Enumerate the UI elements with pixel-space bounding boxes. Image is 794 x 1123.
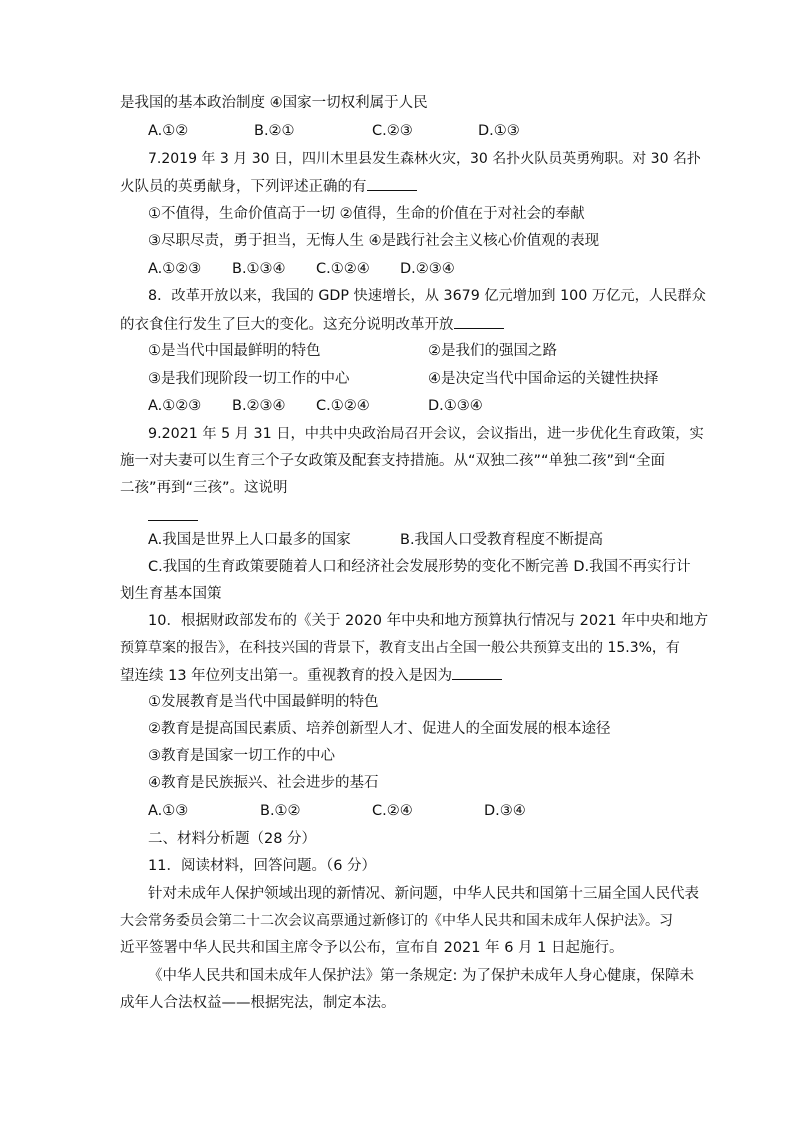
text-line: 近平签署中华人民共和国主席令予以公布，宣布自 2021 年 6 月 1 日起施行。 xyxy=(120,940,624,956)
statement: ④教育是民族振兴、社会进步的基石 xyxy=(148,775,379,791)
option-c: C.②④ xyxy=(372,803,413,819)
text-line xyxy=(148,506,708,527)
option-b: B.我国人口受教育程度不断提高 xyxy=(400,532,604,548)
q10-options xyxy=(148,801,688,821)
option-c: C.②③ xyxy=(372,123,413,139)
q8-options xyxy=(148,396,688,416)
statement: ③是我们现阶段一切工作的中心 xyxy=(148,371,350,387)
option-b: B.②③④ xyxy=(232,398,286,414)
answer-blank xyxy=(367,176,417,191)
text-line: 是我国的基本政治制度 ④国家一切权利属于人民 xyxy=(120,95,428,111)
option-a: A.我国是世界上人口最多的国家 xyxy=(148,532,351,548)
material-paragraph: 《中华人民共和国未成年人保护法》第一条规定: 为了保护未成年人身心健康，保障未 xyxy=(148,968,694,984)
answer-blank xyxy=(452,665,502,680)
option-d: D.①③④ xyxy=(428,398,483,414)
text-line: 火队员的英勇献身，下列评述正确的有 xyxy=(120,176,680,197)
text-line: 划生育基本国策 xyxy=(120,586,222,602)
option-a: A.①② xyxy=(148,123,189,139)
text-line: 施一对夫妻可以生育三个子女政策及配套支持措施。从“双独二孩”“单独二孩”到“全面 xyxy=(120,453,666,469)
q7-options xyxy=(148,259,688,279)
statement: ③尽职尽责，勇于担当，无悔人生 ④是践行社会主义核心价值观的表现 xyxy=(148,233,600,249)
q9-options-ab xyxy=(148,530,688,550)
text-line: 预算草案的报告》，在科技兴国的背景下，教育支出占全国一般公共预算支出的 15.3%，有 xyxy=(120,640,680,656)
option-a: A.①②③ xyxy=(148,261,202,277)
q8-stem: 8．改革开放以来，我国的 GDP 快速增长，从 3679 亿元增加到 100 万亿元，人民群众 xyxy=(148,288,706,304)
q11-heading: 11．阅读材料，回答问题。（6 分） xyxy=(148,858,377,874)
statement: ①不值得，生命价值高于一切 ②值得，生命的价值在于对社会的奉献 xyxy=(148,206,585,222)
statement: ④是决定当代中国命运的关键性抉择 xyxy=(428,371,659,387)
option-b: B.②① xyxy=(254,123,295,139)
option-b: B.①② xyxy=(260,803,301,819)
statement: ②是我们的强国之路 xyxy=(428,343,557,359)
option-c: C.①②④ xyxy=(316,261,370,277)
option-d: D.①③ xyxy=(478,123,520,139)
text-line: 大会常务委员会第二十二次会议高票通过新修订的《中华人民共和国未成年人保护法》。习 xyxy=(120,913,673,929)
text-line: 的衣食住行发生了巨大的变化。这充分说明改革开放 xyxy=(120,314,680,335)
statement: ②教育是提高国民素质、培养创新型人才、促进人的全面发展的根本途径 xyxy=(148,721,611,737)
q7-stem: 7.2019 年 3 月 30 日，四川木里县发生森林火灾，30 名扑火队员英勇殉职。对 30 名扑 xyxy=(148,151,701,167)
option-a: A.①②③ xyxy=(148,398,202,414)
text-line: 二孩”再到“三孩”。这说明 xyxy=(120,480,288,496)
option-d: D.②③④ xyxy=(400,261,455,277)
option-c-d: C.我国的生育政策要随着人口和经济社会发展形势的变化不断完善 D.我国不再实行计 xyxy=(148,559,691,575)
option-b: B.①③④ xyxy=(232,261,286,277)
section-heading: 二、材料分析题（28 分） xyxy=(148,831,317,847)
statement: ①是当代中国最鲜明的特色 xyxy=(148,343,321,359)
answer-blank xyxy=(454,314,504,329)
statement-row xyxy=(148,341,688,361)
text-line: 望连续 13 年位列支出第一。重视教育的投入是因为 xyxy=(120,665,680,686)
statement: ③教育是国家一切工作的中心 xyxy=(148,748,335,764)
option-d: D.③④ xyxy=(484,803,526,819)
q9-stem: 9.2021 年 5 月 31 日，中共中央政治局召开会议，会议指出，进一步优化生育政策，实 xyxy=(148,426,704,442)
answer-blank xyxy=(148,506,198,521)
statement-row xyxy=(148,369,688,389)
q6-options xyxy=(148,121,688,141)
text-line: 成年人合法权益——根据宪法，制定本法。 xyxy=(120,995,396,1011)
option-c: C.①②④ xyxy=(316,398,370,414)
material-paragraph: 针对未成年人保护领域出现的新情况、新问题，中华人民共和国第十三届全国人民代表 xyxy=(148,886,699,902)
statement: ①发展教育是当代中国最鲜明的特色 xyxy=(148,694,379,710)
option-a: A.①③ xyxy=(148,803,189,819)
q10-stem: 10．根据财政部发布的《关于 2020 年中央和地方预算执行情况与 2021 年中央和地方 xyxy=(148,613,709,629)
